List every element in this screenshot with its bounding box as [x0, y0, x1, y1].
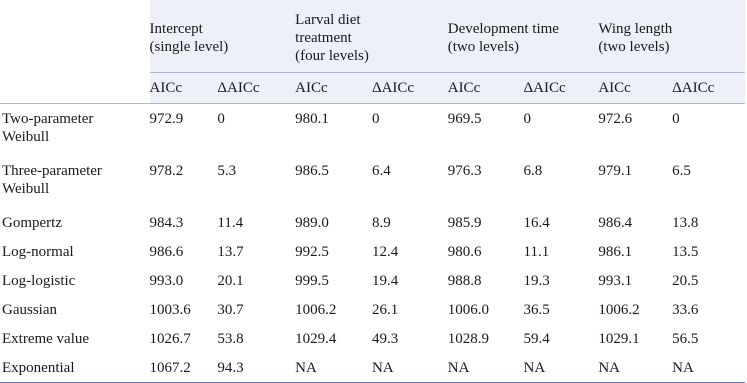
table-cell: 20.5: [672, 272, 699, 289]
table-cell: 1028.9: [447, 330, 489, 347]
row-label: Extreme value: [2, 330, 90, 347]
corner-cell-2: [0, 73, 150, 104]
table-cell: 980.6: [447, 243, 482, 260]
table-cell: 16.4: [523, 214, 550, 231]
group-header-intercept: Intercept (single level): [150, 0, 296, 73]
group-header-development-time: Development time (two levels): [448, 0, 599, 73]
table-cell: 0: [371, 111, 380, 127]
table-cell: 1029.4: [295, 330, 337, 347]
table-row: [0, 237, 745, 266]
table-cell: 0: [217, 111, 225, 127]
table-cell: 986.6: [149, 243, 184, 260]
table-cell: 94.3: [217, 353, 295, 383]
table-cell: NA: [524, 353, 599, 383]
group-header-row: [0, 0, 745, 73]
table-cell: 979.1: [598, 163, 633, 179]
table-cell: 0: [672, 111, 680, 127]
table-row: [0, 266, 745, 295]
table-cell: 6.5: [672, 163, 691, 179]
subheader-cell: AICc: [598, 73, 672, 104]
table-cell: 989.0: [295, 214, 329, 231]
table-cell: 1029.1: [598, 330, 640, 347]
table-cell: 980.1: [295, 111, 329, 127]
table-cell: 13.8: [672, 214, 699, 231]
table-cell: 26.1: [371, 301, 399, 318]
table-cell: 6.8: [523, 163, 543, 179]
table-cell: 6.4: [371, 163, 391, 179]
table-cell: 11.4: [217, 214, 244, 231]
subheader-cell: AICc: [295, 73, 372, 104]
table-cell: 0: [523, 111, 532, 127]
table-row: [0, 208, 745, 237]
table-cell: 993.1: [598, 272, 633, 289]
table-row: [0, 353, 745, 383]
table-cell: 992.5: [295, 243, 329, 260]
table-cell: 1026.7: [149, 330, 191, 347]
table-cell: 36.5: [523, 301, 550, 318]
table-cell: 20.1: [217, 272, 244, 289]
subheader-row: [0, 73, 745, 104]
table-cell: 978.2: [149, 163, 184, 179]
table-cell: 5.3: [217, 163, 237, 179]
table-cell: 969.5: [447, 111, 482, 127]
table-cell: 972.9: [149, 111, 184, 127]
table-cell: 19.3: [523, 272, 550, 289]
table-cell: 30.7: [217, 301, 244, 318]
table-cell: NA: [598, 353, 672, 383]
table-cell: NA: [448, 353, 524, 383]
subheader-cell: ΔAICc: [672, 73, 745, 104]
table-cell: 1006.2: [598, 301, 640, 318]
table-cell: 976.3: [447, 163, 482, 179]
table-cell: 986.4: [598, 214, 633, 231]
table-cell: 33.6: [672, 301, 699, 318]
subheader-cell: ΔAICc: [372, 73, 448, 104]
table-cell: 8.9: [371, 214, 391, 231]
table-cell: 1006.0: [447, 301, 489, 318]
table-cell: NA: [672, 353, 745, 383]
table-cell: NA: [295, 353, 372, 383]
row-label: Two-parameter Weibull: [2, 111, 94, 145]
table-cell: 999.5: [295, 272, 329, 289]
subheader-cell: AICc: [448, 73, 524, 104]
table-cell: 13.7: [217, 243, 244, 260]
table-cell: 993.0: [149, 272, 184, 289]
table-row: [0, 156, 745, 208]
row-label: Exponential: [0, 353, 150, 383]
table-cell: 972.6: [598, 111, 633, 127]
table-row: [0, 104, 745, 157]
table-cell: 1003.6: [149, 301, 191, 318]
row-label: Three-parameter Weibull: [2, 163, 102, 197]
row-label: Log-normal: [2, 243, 74, 260]
subheader-cell: AICc: [150, 73, 218, 104]
table-cell: 984.3: [149, 214, 184, 231]
group-header-larval-diet: Larval diet treatment (four levels): [295, 0, 448, 73]
subheader-cell: ΔAICc: [217, 73, 295, 104]
table-cell: 53.8: [217, 330, 244, 347]
table-row: [0, 324, 745, 353]
table-cell: 986.1: [598, 243, 633, 260]
group-header-wing-length: Wing length (two levels): [598, 0, 745, 73]
table-cell: 986.5: [295, 163, 329, 179]
table-cell: 12.4: [371, 243, 399, 260]
corner-cell: [0, 0, 150, 73]
table-cell: 56.5: [672, 330, 699, 347]
row-label: Gaussian: [2, 301, 57, 318]
table-row: [0, 295, 745, 324]
subheader-cell: ΔAICc: [524, 73, 599, 104]
row-label: Gompertz: [2, 214, 62, 231]
table-cell: 988.8: [447, 272, 482, 289]
table-cell: 985.9: [447, 214, 482, 231]
table-cell: 1006.2: [295, 301, 337, 318]
table-cell: 11.1: [523, 243, 550, 260]
table-cell: NA: [372, 353, 448, 383]
row-label: Log-logistic: [2, 272, 76, 289]
table-cell: 19.4: [371, 272, 399, 289]
table-cell: 1067.2: [150, 353, 218, 383]
table-cell: 49.3: [371, 330, 399, 347]
table-cell: 59.4: [523, 330, 550, 347]
table-cell: 13.5: [672, 243, 699, 260]
